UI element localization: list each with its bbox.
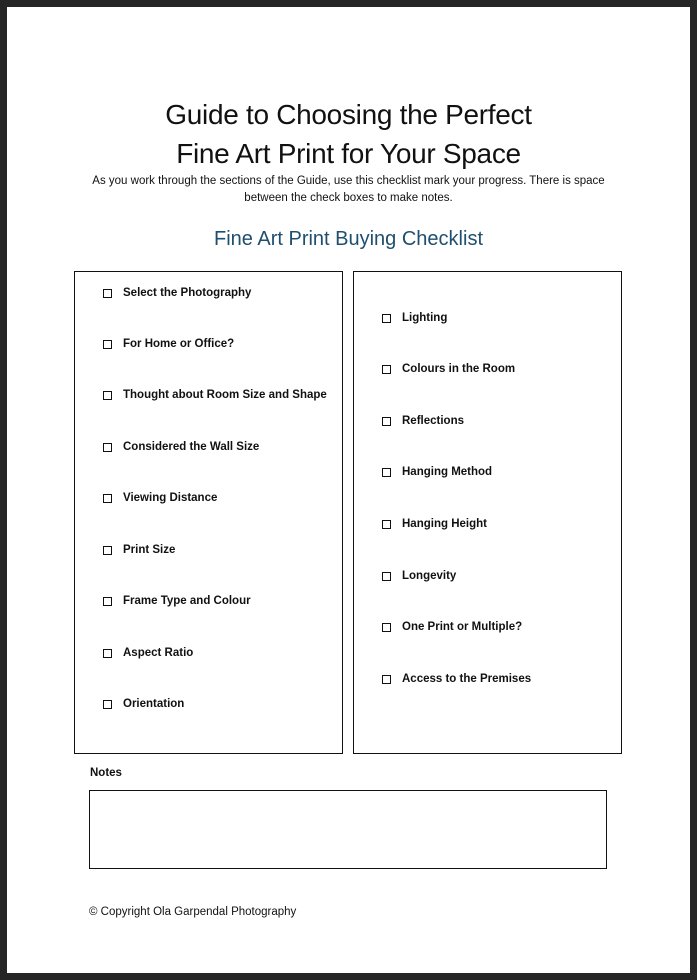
checkbox[interactable] [103, 391, 112, 400]
checkbox[interactable] [103, 443, 112, 452]
notes-field[interactable] [89, 790, 607, 869]
checkbox[interactable] [382, 572, 391, 581]
checklist-item-label: Hanging Height [402, 518, 487, 530]
checklist-item[interactable] [382, 363, 515, 375]
checkbox[interactable] [103, 340, 112, 349]
checklist-item[interactable] [103, 698, 184, 710]
checkbox[interactable] [103, 494, 112, 503]
checklist-item-label: For Home or Office? [123, 338, 235, 350]
checklist-item[interactable] [382, 466, 492, 478]
checklist-item[interactable] [103, 287, 251, 299]
checklist-column-right [353, 271, 622, 754]
document-page [7, 7, 690, 973]
checklist-item[interactable] [103, 595, 251, 607]
checkbox[interactable] [382, 623, 391, 632]
checklist-item-label: Colours in the Room [402, 363, 516, 375]
checklist-item-label: Lighting [402, 312, 448, 324]
checklist-item[interactable] [103, 492, 217, 504]
title-line-1: Guide to Choosing the Perfect [165, 99, 532, 130]
checkbox[interactable] [103, 597, 112, 606]
checklist-item-label: Select the Photography [123, 287, 252, 299]
checklist-item[interactable] [103, 647, 193, 659]
checklist-item[interactable] [103, 441, 259, 453]
checkbox[interactable] [103, 546, 112, 555]
checkbox[interactable] [382, 314, 391, 323]
checklist-item[interactable] [382, 570, 456, 582]
checklist-item-label: Thought about Room Size and Shape [123, 389, 327, 401]
checklist-item-label: Orientation [123, 698, 185, 710]
intro-text: As you work through the sections of the Guide, use this checklist mark your progress. There is space between the check boxes to make notes. [92, 175, 605, 204]
checkbox[interactable] [103, 700, 112, 709]
checklist-item-label: Aspect Ratio [123, 647, 194, 659]
checkbox[interactable] [382, 520, 391, 529]
title-line-2: Fine Art Print for Your Space [176, 138, 521, 169]
checkbox[interactable] [382, 675, 391, 684]
page-title [7, 95, 690, 173]
checklist-item-label: Access to the Premises [402, 673, 532, 685]
checklist-item[interactable] [103, 338, 234, 350]
checklist-column-left [74, 271, 343, 754]
checklist-item[interactable] [103, 544, 175, 556]
checklist-item[interactable] [382, 518, 487, 530]
checklist-item-label: Reflections [402, 415, 464, 427]
checklist-item[interactable] [382, 415, 464, 427]
checkbox[interactable] [382, 365, 391, 374]
checklist-item-label: One Print or Multiple? [402, 621, 523, 633]
checklist-item[interactable] [382, 312, 447, 324]
checklist-item-label: Viewing Distance [123, 492, 218, 504]
checkbox[interactable] [382, 417, 391, 426]
checklist-item-label: Print Size [123, 544, 176, 556]
checklist-heading: Fine Art Print Buying Checklist [214, 228, 483, 250]
notes-label: Notes [90, 767, 122, 779]
checkbox[interactable] [103, 649, 112, 658]
checklist-item-label: Considered the Wall Size [123, 441, 260, 453]
checkbox[interactable] [103, 289, 112, 298]
checkbox[interactable] [382, 468, 391, 477]
checklist-item-label: Hanging Method [402, 466, 493, 478]
copyright-text: © Copyright Ola Garpendal Photography [89, 906, 297, 918]
checklist-item[interactable] [382, 621, 522, 633]
checklist-item-label: Frame Type and Colour [123, 595, 251, 607]
checklist-item[interactable] [103, 389, 327, 401]
checklist-item-label: Longevity [402, 570, 457, 582]
checklist-item[interactable] [382, 673, 531, 685]
